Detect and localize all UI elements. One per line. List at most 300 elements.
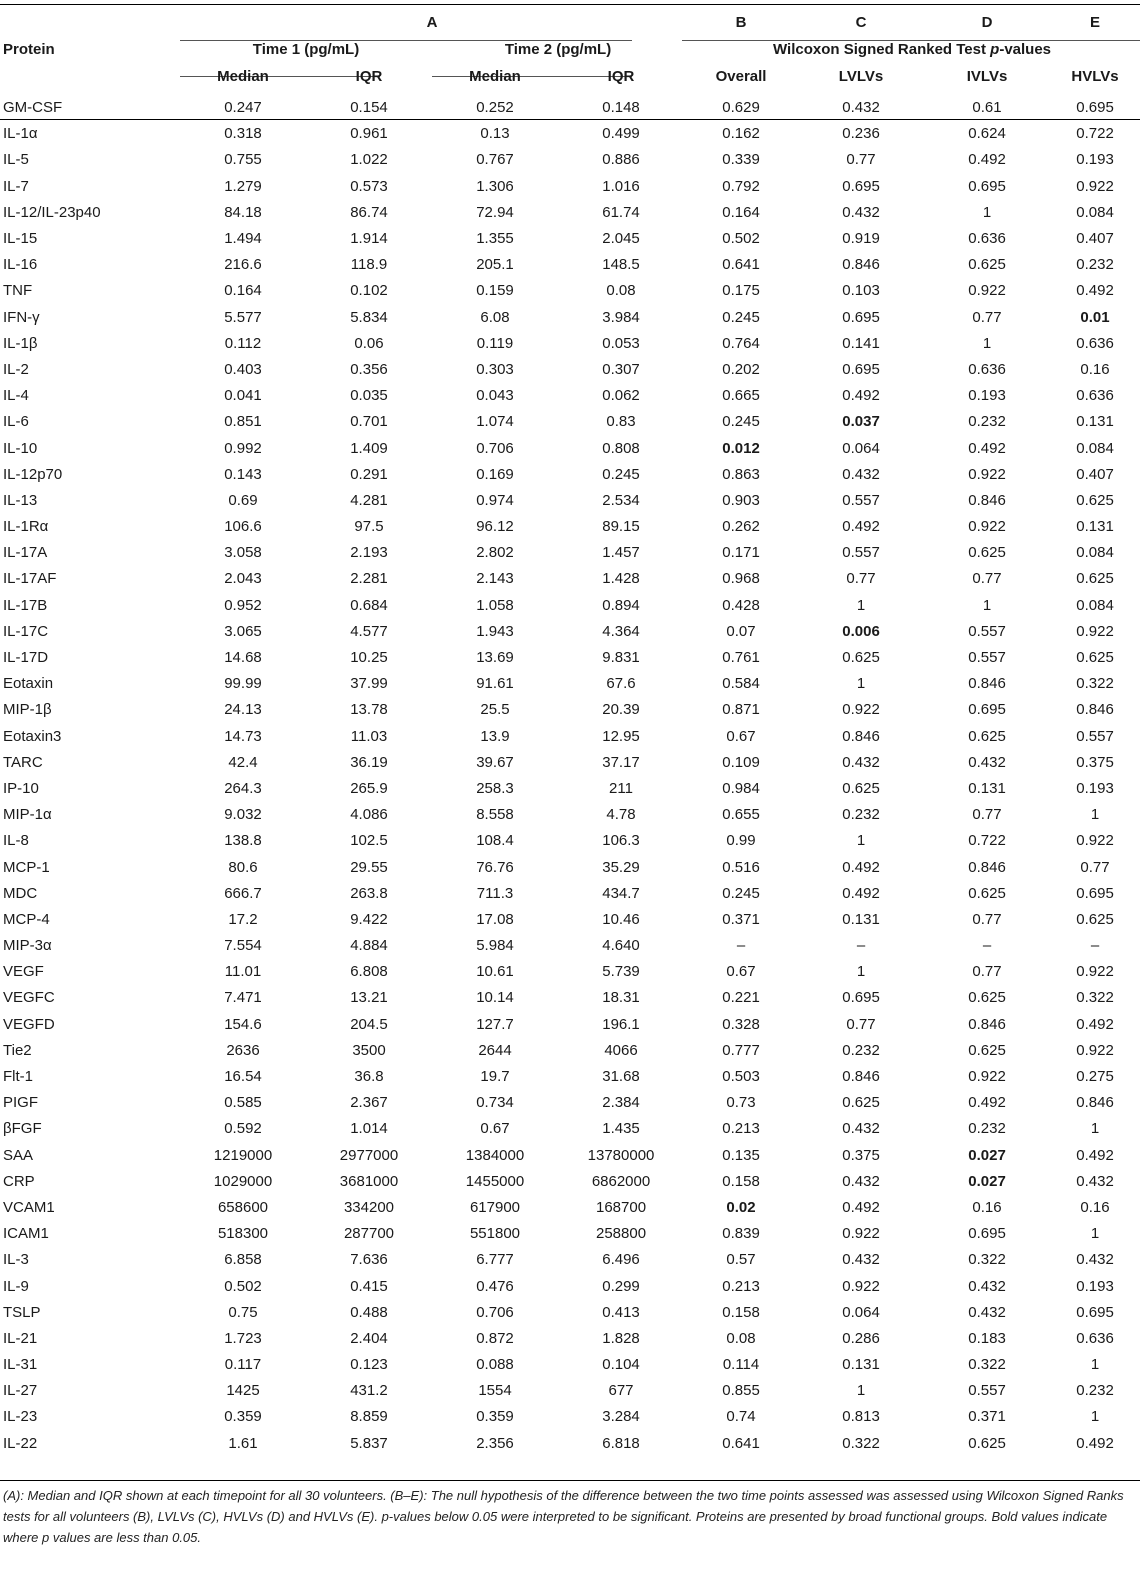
value-cell: 0.143: [224, 465, 262, 483]
protein-name-cell: VCAM1: [3, 1198, 55, 1216]
value-cell: 72.94: [476, 203, 514, 221]
value-cell: 1.058: [476, 596, 514, 614]
value-cell: 0.83: [606, 413, 636, 431]
table-row: [0, 174, 1140, 200]
value-cell: 76.76: [476, 858, 514, 876]
value-cell: 37.17: [602, 753, 640, 771]
value-cell: 0.16: [1080, 360, 1110, 378]
value-cell: 0.77: [972, 910, 1002, 928]
value-cell: 204.5: [350, 1015, 388, 1033]
protein-name-cell: IL-17D: [3, 649, 49, 667]
value-cell: 0.665: [722, 387, 760, 405]
protein-name-cell: VEGF: [3, 963, 44, 981]
table-body: [0, 95, 1140, 1457]
value-cell: 0.492: [842, 858, 880, 876]
table-row: [0, 383, 1140, 409]
table-row: [0, 1352, 1140, 1378]
value-cell: 0.585: [224, 1094, 262, 1112]
value-cell: 0.57: [726, 1251, 756, 1269]
value-cell: 0.974: [476, 491, 514, 509]
value-cell: 0.084: [1076, 596, 1114, 614]
value-cell: 0.625: [968, 884, 1006, 902]
value-cell: 0.855: [722, 1382, 760, 1400]
value-cell: 0.035: [350, 387, 388, 405]
protein-name-cell: IL-13: [3, 491, 38, 509]
value-cell: 0.299: [602, 1277, 640, 1295]
wilcoxon-suffix: -values: [999, 41, 1052, 58]
value-cell: 0.131: [968, 779, 1006, 797]
protein-name-cell: PIGF: [3, 1094, 39, 1112]
value-cell: 0.992: [224, 439, 262, 457]
value-cell: 0.102: [350, 282, 388, 300]
table-row: [0, 1064, 1140, 1090]
table-row: [0, 435, 1140, 461]
value-cell: 0.488: [350, 1303, 388, 1321]
value-cell: 0.084: [1076, 439, 1114, 457]
value-cell: 1.828: [602, 1329, 640, 1347]
value-cell: 1: [1090, 1120, 1100, 1138]
table-row: [0, 1012, 1140, 1038]
table-row: [0, 881, 1140, 907]
value-cell: 2.281: [350, 570, 388, 588]
value-cell: 0.232: [842, 1041, 880, 1059]
protein-name-cell: IL-1Rα: [3, 518, 49, 536]
value-cell: 0.846: [1076, 701, 1114, 719]
value-cell: 11.03: [350, 727, 388, 745]
value-cell: 0.109: [722, 753, 760, 771]
value-cell: 0.221: [722, 989, 760, 1007]
value-cell: 2977000: [339, 1146, 399, 1164]
value-cell: 0.262: [722, 518, 760, 536]
value-cell: 0.432: [1076, 1251, 1114, 1269]
value-cell: 0.67: [726, 727, 756, 745]
protein-name-cell: Eotaxin: [3, 675, 54, 693]
value-cell: 0.432: [842, 203, 880, 221]
value-cell: 0.158: [722, 1172, 760, 1190]
value-cell: 617900: [469, 1198, 521, 1216]
value-cell: 0.813: [842, 1408, 880, 1426]
value-cell: 1.014: [350, 1120, 388, 1138]
value-cell: 0.625: [968, 727, 1006, 745]
value-cell: 265.9: [350, 779, 388, 797]
value-cell: 0.557: [968, 622, 1006, 640]
value-cell: 0.428: [722, 596, 760, 614]
value-cell: 1029000: [213, 1172, 273, 1190]
value-cell: 118.9: [350, 256, 388, 274]
protein-name-cell: IL-21: [3, 1329, 38, 1347]
table-row: [0, 1038, 1140, 1064]
value-cell: 0.808: [602, 439, 640, 457]
value-cell: 196.1: [602, 1015, 640, 1033]
value-cell: 0.922: [842, 701, 880, 719]
value-cell: 0.77: [846, 570, 876, 588]
value-cell: 0.432: [842, 1120, 880, 1138]
value-cell: 7.554: [224, 937, 262, 955]
value-cell: 0.131: [1076, 518, 1114, 536]
value-cell: 19.7: [480, 1068, 510, 1086]
value-cell: 287700: [343, 1225, 395, 1243]
value-cell: 0.232: [1076, 256, 1114, 274]
value-cell: 6.496: [602, 1251, 640, 1269]
value-cell: 0.02: [726, 1198, 756, 1216]
value-cell: 0.131: [842, 1356, 880, 1374]
group-a-label: A: [426, 14, 438, 31]
value-cell: 0.922: [968, 518, 1006, 536]
table-row: [0, 750, 1140, 776]
value-cell: 0.492: [842, 518, 880, 536]
protein-name-cell: IL-5: [3, 151, 29, 169]
value-cell: 0.413: [602, 1303, 640, 1321]
value-cell: 0.07: [726, 622, 756, 640]
value-cell: 11.01: [224, 963, 262, 981]
value-cell: 0.123: [350, 1356, 388, 1374]
value-cell: 5.739: [602, 963, 640, 981]
protein-name-cell: IL-12/IL-23p40: [3, 203, 101, 221]
value-cell: 7.636: [350, 1251, 388, 1269]
value-cell: 0.557: [842, 491, 880, 509]
bottom-rule: [0, 1480, 1140, 1481]
value-cell: 0.432: [842, 465, 880, 483]
value-cell: 0.318: [224, 125, 262, 143]
value-cell: 0.375: [1076, 753, 1114, 771]
value-cell: 1.074: [476, 413, 514, 431]
value-cell: 0.922: [1076, 832, 1114, 850]
value-cell: 3.065: [224, 622, 262, 640]
value-cell: 216.6: [224, 256, 262, 274]
value-cell: 0.432: [968, 753, 1006, 771]
value-cell: 0.767: [476, 151, 514, 169]
protein-name-cell: TSLP: [3, 1303, 41, 1321]
value-cell: 1.723: [224, 1329, 262, 1347]
protein-name-cell: IL-12p70: [3, 465, 63, 483]
protein-name-cell: IL-7: [3, 177, 29, 195]
protein-header: Protein: [3, 41, 55, 58]
value-cell: 2.404: [350, 1329, 388, 1347]
value-cell: 0.592: [224, 1120, 262, 1138]
value-cell: 0.432: [842, 1251, 880, 1269]
value-cell: 4.281: [350, 491, 388, 509]
value-cell: 0.872: [476, 1329, 514, 1347]
value-cell: 1.435: [602, 1120, 640, 1138]
value-cell: 334200: [343, 1198, 395, 1216]
value-cell: 0.695: [968, 701, 1006, 719]
value-cell: 168700: [595, 1198, 647, 1216]
value-cell: 0.232: [842, 806, 880, 824]
value-cell: 0.303: [476, 360, 514, 378]
value-cell: 0.863: [722, 465, 760, 483]
table-row: [0, 357, 1140, 383]
protein-name-cell: MIP-1β: [3, 701, 52, 719]
value-cell: 0.69: [228, 491, 258, 509]
value-cell: 0.175: [722, 282, 760, 300]
protein-name-cell: MDC: [3, 884, 38, 902]
value-cell: 0.006: [842, 622, 880, 640]
value-cell: 35.29: [602, 858, 640, 876]
value-cell: 80.6: [228, 858, 258, 876]
header-row-groups: [0, 4, 1140, 41]
value-cell: 0.119: [476, 334, 514, 352]
value-cell: 9.032: [224, 806, 262, 824]
value-cell: 102.5: [350, 832, 388, 850]
value-cell: 0.159: [476, 282, 514, 300]
value-cell: 0.062: [602, 387, 640, 405]
value-cell: 0.476: [476, 1277, 514, 1295]
value-cell: 1425: [226, 1382, 260, 1400]
table-row: [0, 1326, 1140, 1352]
value-cell: 551800: [469, 1225, 521, 1243]
protein-name-cell: IL-4: [3, 387, 29, 405]
value-cell: 0.232: [968, 1120, 1006, 1138]
value-cell: 0.193: [1076, 1277, 1114, 1295]
value-cell: 0.104: [602, 1356, 640, 1374]
value-cell: 0.064: [842, 1303, 880, 1321]
value-cell: 0.322: [1076, 675, 1114, 693]
protein-name-cell: ICAM1: [3, 1225, 49, 1243]
protein-name-cell: IL-10: [3, 439, 38, 457]
protein-name-cell: VEGFD: [3, 1015, 55, 1033]
value-cell: 1: [856, 596, 866, 614]
value-cell: 6862000: [591, 1172, 651, 1190]
value-cell: 1.279: [224, 177, 262, 195]
table-row: [0, 488, 1140, 514]
value-cell: 37.99: [350, 675, 388, 693]
value-cell: 16.54: [224, 1068, 262, 1086]
value-cell: 89.15: [602, 518, 640, 536]
value-cell: 0.08: [606, 282, 636, 300]
value-cell: 0.307: [602, 360, 640, 378]
value-cell: 0.871: [722, 701, 760, 719]
value-cell: 0.499: [602, 125, 640, 143]
value-cell: 0.193: [1076, 151, 1114, 169]
value-cell: 0.432: [1076, 1172, 1114, 1190]
table-row: [0, 1404, 1140, 1430]
table-row: [0, 593, 1140, 619]
value-cell: 0.193: [1076, 779, 1114, 797]
iqr1-header: IQR: [355, 68, 383, 85]
table-row: [0, 724, 1140, 750]
value-cell: 0.701: [350, 413, 388, 431]
value-cell: 0.012: [722, 439, 760, 457]
value-cell: 0.839: [722, 1225, 760, 1243]
value-cell: 127.7: [476, 1015, 514, 1033]
value-cell: 106.6: [224, 518, 262, 536]
protein-name-cell: IL-8: [3, 832, 29, 850]
value-cell: 18.31: [602, 989, 640, 1007]
value-cell: 658600: [217, 1198, 269, 1216]
value-cell: 0.13: [480, 125, 510, 143]
value-cell: 0.625: [842, 1094, 880, 1112]
value-cell: 1: [1090, 1408, 1100, 1426]
value-cell: 0.432: [968, 1277, 1006, 1295]
table-row: [0, 1195, 1140, 1221]
value-cell: 0.846: [842, 256, 880, 274]
value-cell: 0.162: [722, 125, 760, 143]
value-cell: 0.492: [968, 439, 1006, 457]
value-cell: 6.777: [476, 1251, 514, 1269]
table-row: [0, 514, 1140, 540]
value-cell: 1.355: [476, 230, 514, 248]
value-cell: 0.232: [968, 413, 1006, 431]
median2-header: Median: [469, 68, 521, 85]
value-cell: 0.112: [224, 334, 262, 352]
table-row: [0, 933, 1140, 959]
value-cell: 154.6: [224, 1015, 262, 1033]
value-cell: 0.169: [476, 465, 514, 483]
value-cell: 0.158: [722, 1303, 760, 1321]
value-cell: 31.68: [602, 1068, 640, 1086]
value-cell: 0.213: [722, 1120, 760, 1138]
value-cell: 0.695: [842, 989, 880, 1007]
value-cell: –: [856, 937, 866, 955]
value-cell: 0.641: [722, 1434, 760, 1452]
value-cell: 0.171: [722, 544, 760, 562]
value-cell: 2.356: [476, 1434, 514, 1452]
value-cell: 0.922: [842, 1225, 880, 1243]
value-cell: 0.359: [224, 1408, 262, 1426]
value-cell: 0.291: [350, 465, 388, 483]
value-cell: 1.306: [476, 177, 514, 195]
table-row: [0, 1221, 1140, 1247]
value-cell: 0.73: [726, 1094, 756, 1112]
value-cell: 0.415: [350, 1277, 388, 1295]
value-cell: 42.4: [228, 753, 258, 771]
value-cell: 0.502: [224, 1277, 262, 1295]
value-cell: 0.734: [476, 1094, 514, 1112]
value-cell: 0.06: [354, 334, 384, 352]
value-cell: 0.135: [722, 1146, 760, 1164]
value-cell: 1: [1090, 806, 1100, 824]
value-cell: 0.16: [1080, 1198, 1110, 1216]
protein-name-cell: MCP-1: [3, 858, 50, 876]
overall-header: Overall: [715, 68, 767, 85]
protein-name-cell: MIP-3α: [3, 937, 52, 955]
value-cell: 0.322: [1076, 989, 1114, 1007]
table-row: [0, 252, 1140, 278]
value-cell: 0.407: [1076, 230, 1114, 248]
value-cell: 1: [856, 832, 866, 850]
value-cell: 0.164: [224, 282, 262, 300]
table-row: [0, 226, 1140, 252]
value-cell: 0.764: [722, 334, 760, 352]
value-cell: 2.367: [350, 1094, 388, 1112]
value-cell: 0.573: [350, 177, 388, 195]
value-cell: 4.364: [602, 622, 640, 640]
value-cell: 0.77: [972, 963, 1002, 981]
value-cell: 0.492: [842, 1198, 880, 1216]
table-row: [0, 1169, 1140, 1195]
protein-name-cell: βFGF: [3, 1120, 42, 1138]
value-cell: 0.371: [722, 910, 760, 928]
value-cell: 0.706: [476, 1303, 514, 1321]
table-row: [0, 1247, 1140, 1273]
value-cell: 0.846: [842, 727, 880, 745]
value-cell: 2.802: [476, 544, 514, 562]
value-cell: 9.422: [350, 910, 388, 928]
value-cell: 0.851: [224, 413, 262, 431]
value-cell: 0.492: [1076, 282, 1114, 300]
value-cell: 2.193: [350, 544, 388, 562]
value-cell: 205.1: [476, 256, 514, 274]
value-cell: 0.245: [722, 413, 760, 431]
value-cell: 0.16: [972, 1198, 1002, 1216]
table-row: [0, 305, 1140, 331]
value-cell: 0.492: [968, 1094, 1006, 1112]
value-cell: 0.684: [350, 596, 388, 614]
value-cell: 4.577: [350, 622, 388, 640]
protein-name-cell: IL-1β: [3, 334, 38, 352]
value-cell: 0.695: [1076, 1303, 1114, 1321]
value-cell: 263.8: [350, 884, 388, 902]
value-cell: 8.859: [350, 1408, 388, 1426]
value-cell: 518300: [217, 1225, 269, 1243]
protein-name-cell: IL-15: [3, 230, 38, 248]
value-cell: 0.984: [722, 779, 760, 797]
table-row: [0, 959, 1140, 985]
value-cell: 1.61: [228, 1434, 258, 1452]
value-cell: 96.12: [476, 518, 514, 536]
value-cell: 0.77: [972, 806, 1002, 824]
value-cell: 0.792: [722, 177, 760, 195]
value-cell: 91.61: [476, 675, 514, 693]
value-cell: 0.027: [968, 1172, 1006, 1190]
value-cell: 10.61: [476, 963, 514, 981]
value-cell: 0.286: [842, 1329, 880, 1347]
protein-name-cell: TARC: [3, 753, 43, 771]
value-cell: 0.77: [846, 151, 876, 169]
value-cell: 0.131: [842, 910, 880, 928]
table-row: [0, 671, 1140, 697]
value-cell: 0.846: [968, 675, 1006, 693]
value-cell: 0.492: [968, 151, 1006, 169]
value-cell: 0.407: [1076, 465, 1114, 483]
value-cell: 2.045: [602, 230, 640, 248]
value-cell: 0.629: [722, 99, 760, 117]
protein-name-cell: SAA: [3, 1146, 34, 1164]
value-cell: 17.08: [476, 910, 514, 928]
protein-name-cell: IL-9: [3, 1277, 29, 1295]
value-cell: 0.027: [968, 1146, 1006, 1164]
value-cell: 5.834: [350, 308, 388, 326]
value-cell: 99.99: [224, 675, 262, 693]
value-cell: 86.74: [350, 203, 388, 221]
value-cell: 1219000: [213, 1146, 273, 1164]
value-cell: 36.19: [350, 753, 388, 771]
value-cell: 0.01: [1080, 308, 1110, 326]
table-row: [0, 619, 1140, 645]
value-cell: 0.492: [842, 387, 880, 405]
protein-name-cell: Eotaxin3: [3, 727, 62, 745]
value-cell: 0.084: [1076, 544, 1114, 562]
value-cell: 0.131: [1076, 413, 1114, 431]
value-cell: 0.722: [1076, 125, 1114, 143]
value-cell: 0.245: [722, 308, 760, 326]
value-cell: 0.695: [968, 1225, 1006, 1243]
value-cell: 2644: [478, 1041, 512, 1059]
value-cell: 0.359: [476, 1408, 514, 1426]
value-cell: 0.339: [722, 151, 760, 169]
median1-header: Median: [217, 68, 269, 85]
value-cell: 0.141: [842, 334, 880, 352]
value-cell: 0.328: [722, 1015, 760, 1033]
value-cell: 6.808: [350, 963, 388, 981]
value-cell: 0.371: [968, 1408, 1006, 1426]
value-cell: 0.894: [602, 596, 640, 614]
protein-name-cell: IFN-γ: [3, 308, 40, 326]
value-cell: 0.403: [224, 360, 262, 378]
value-cell: 0.903: [722, 491, 760, 509]
table-row: [0, 147, 1140, 173]
value-cell: 148.5: [602, 256, 640, 274]
